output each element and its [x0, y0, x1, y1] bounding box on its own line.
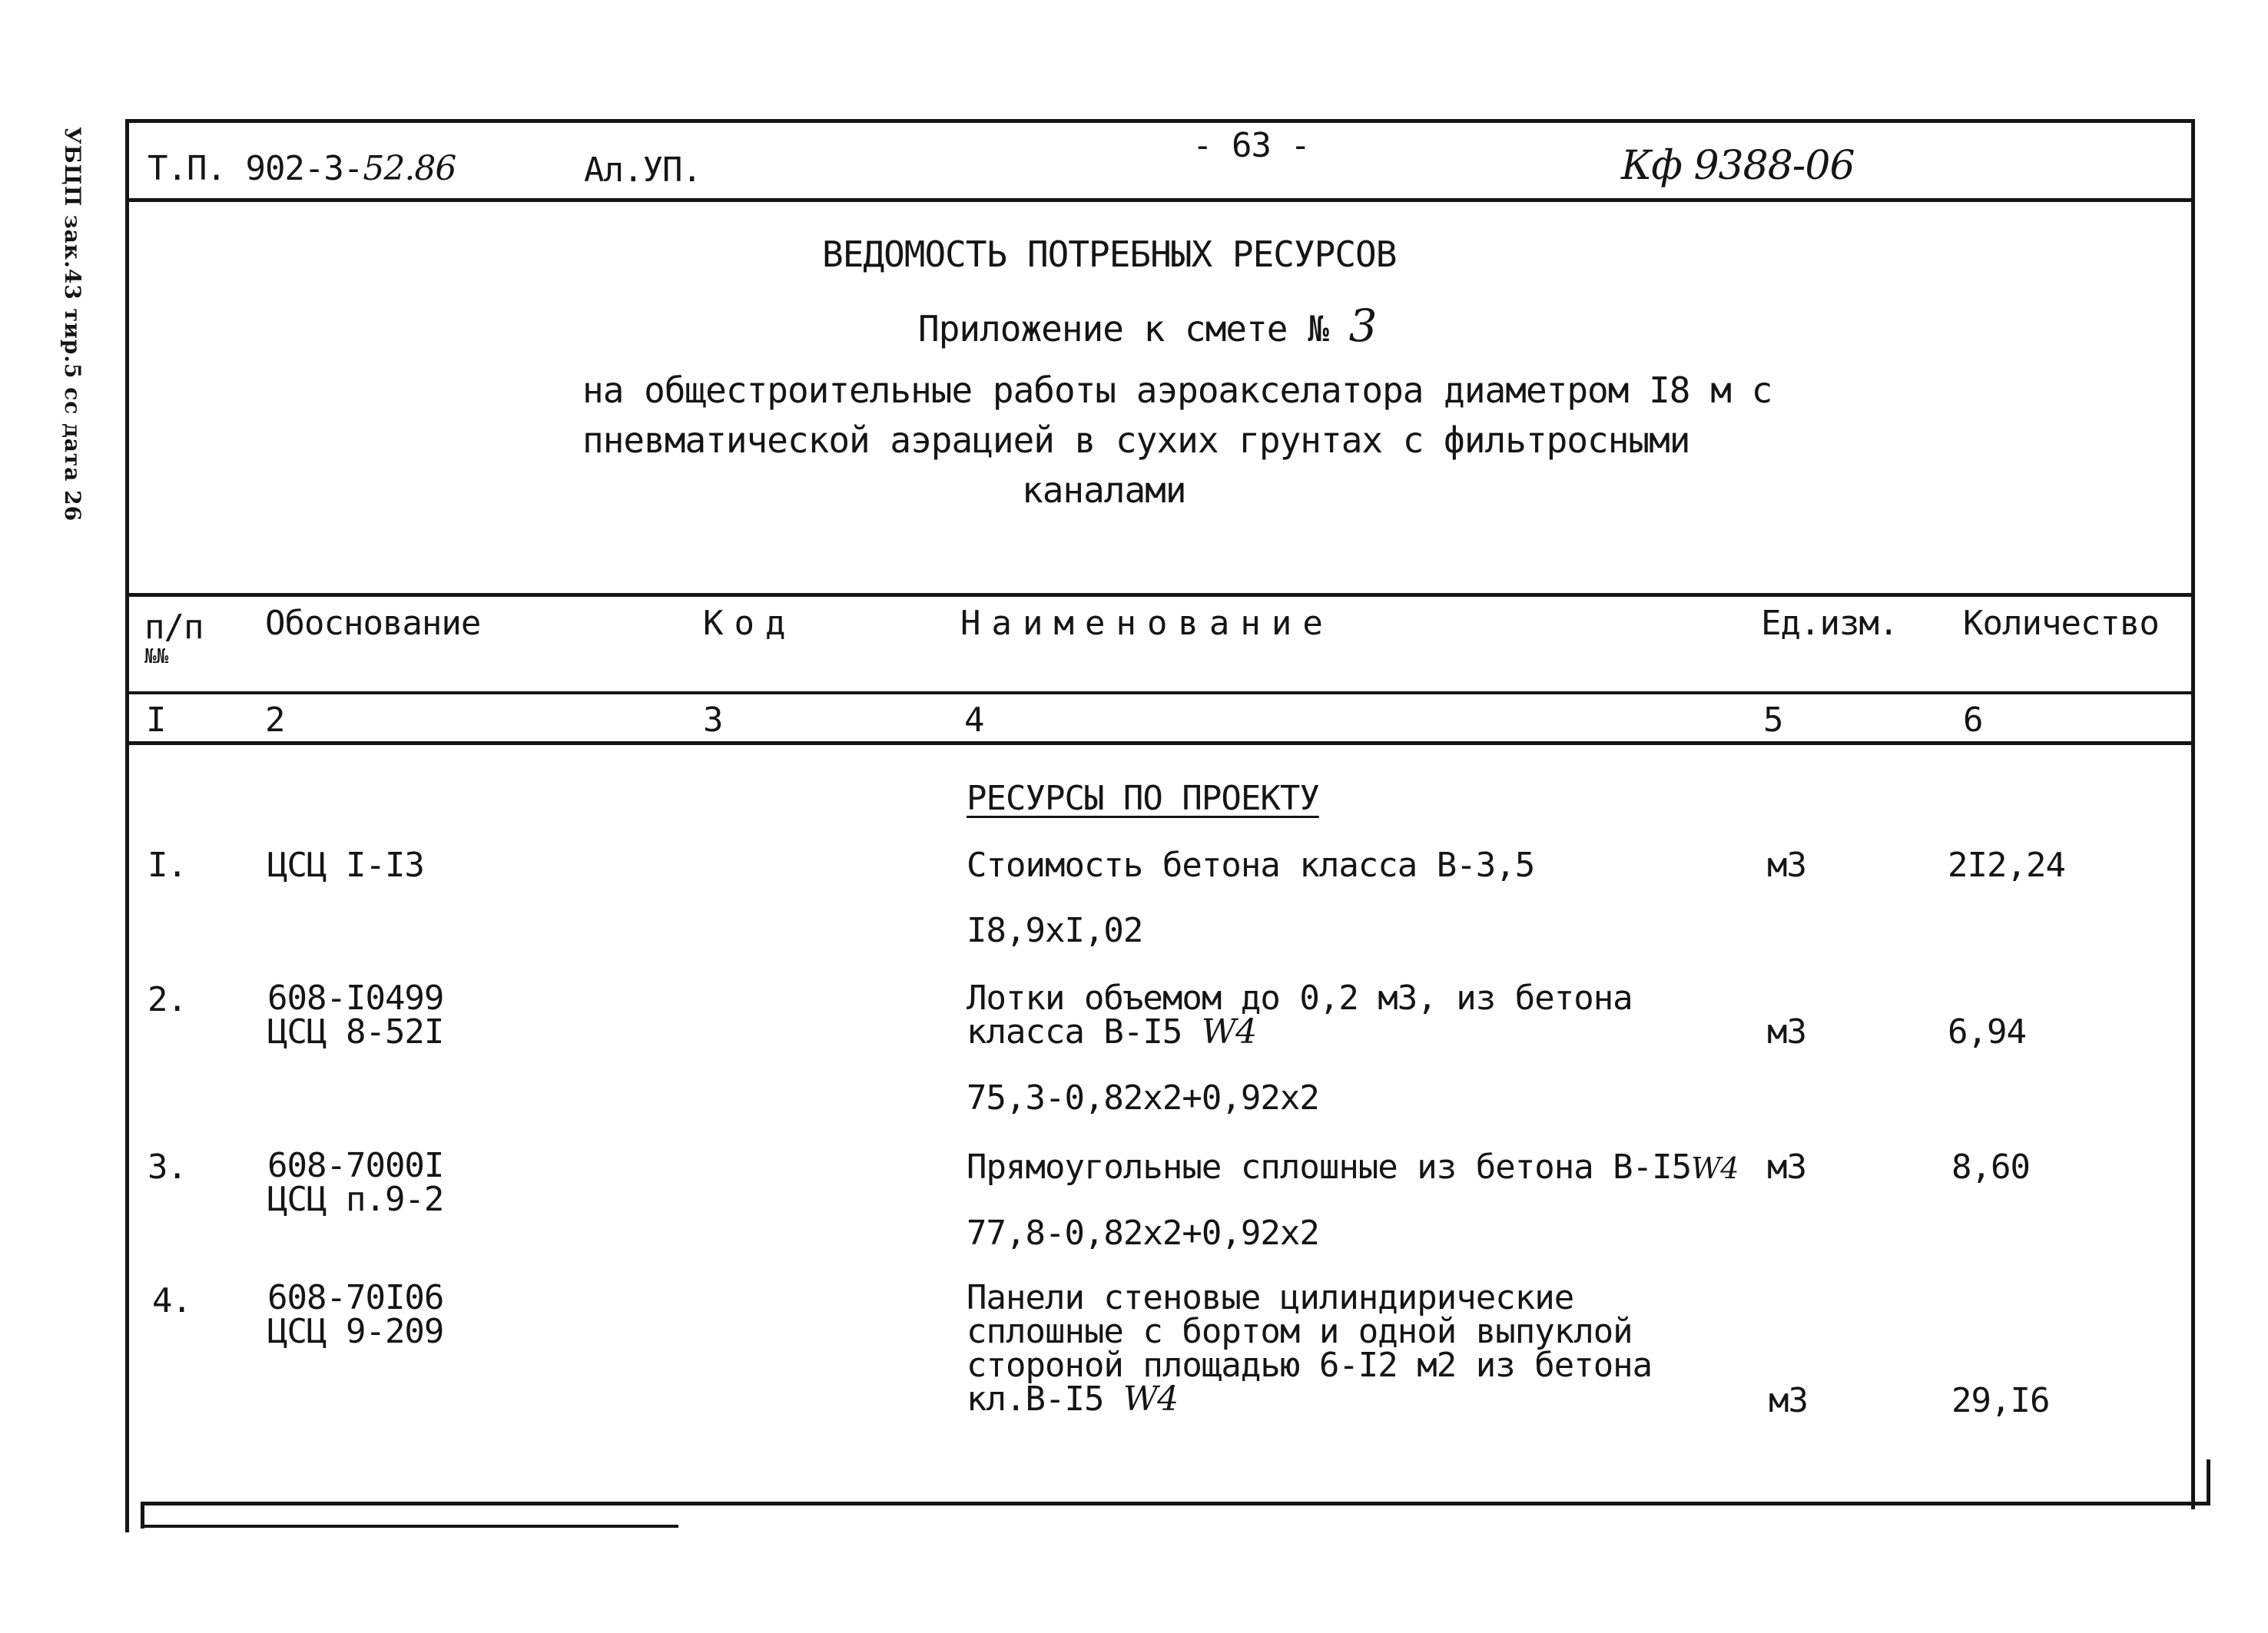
row-2-num: 2. [148, 980, 187, 1019]
row-4-grade-handwritten: W4 [1122, 1380, 1179, 1419]
description-line-3: каналами [1022, 469, 1186, 511]
order-number: Кф 9388-06 [1621, 143, 1855, 189]
row-1-formula: I8,9хI,02 [967, 911, 1143, 950]
row-4-basis-1: 608-70I06 [267, 1278, 444, 1317]
header-basis: Обоснование [265, 604, 481, 643]
header-name: Наименование [960, 604, 1334, 643]
table-colnum-rule [129, 741, 2191, 745]
row-4-unit: м3 [1769, 1381, 1808, 1420]
row-2-unit: м3 [1767, 1012, 1806, 1052]
header-unit: Ед.изм. [1761, 604, 1898, 643]
header-qty: Количество [1963, 604, 2159, 643]
album-label: Ал.УП. [584, 151, 701, 190]
frame-bottom [141, 1502, 2210, 1505]
row-3-grade-handwritten: W4 [1691, 1151, 1739, 1185]
row-4-name-2: сплошные с бортом и одной выпуклой [967, 1312, 1633, 1351]
table-top-rule [129, 593, 2191, 597]
section-title: РЕСУРСЫ ПО ПРОЕКТУ [967, 779, 1319, 818]
colnum-3: 3 [703, 701, 723, 740]
row-4-name-4: кл.В-I5 W4 [967, 1380, 1179, 1419]
header-rule [125, 198, 2195, 202]
row-3-basis-1: 608-7000I [267, 1146, 444, 1185]
row-2-name-2: класса В-I5 W4 [967, 1012, 1257, 1052]
row-3-num: 3. [148, 1148, 187, 1187]
header-code: Код [703, 604, 797, 643]
frame-right-lower [2207, 1459, 2210, 1505]
row-2-basis-1: 608-I0499 [267, 979, 444, 1018]
row-2-grade-handwritten: W4 [1201, 1012, 1257, 1052]
side-stamp: УБЦП зак.43 тир.5 сс дата 26 [60, 127, 85, 522]
doc-code: Т.П. 902-3-52.86 [148, 149, 456, 188]
description-line-1: на общестроительные работы аэроакселатора диаметром I8 м с [582, 369, 1772, 411]
frame-right [2191, 119, 2195, 1509]
description-line-2: пневматической аэрацией в сухих грунтах с фильтросными [582, 419, 1690, 461]
row-4-name-3: стороной площадью 6-I2 м2 из бетона [967, 1346, 1653, 1385]
row-1-qty: 2I2,24 [1948, 846, 2065, 885]
header-num: п/п [144, 608, 204, 647]
row-2-name-1: Лотки объемом до 0,2 м3, из бетона [967, 979, 1633, 1018]
colnum-6: 6 [1963, 701, 1983, 740]
row-4-qty: 29,I6 [1951, 1381, 2050, 1420]
page-number: - 63 - [1192, 126, 1310, 165]
row-4-num: 4. [152, 1281, 191, 1320]
colnum-1: I [146, 701, 166, 740]
row-3-qty: 8,60 [1951, 1148, 2030, 1187]
doc-code-handwritten: 52.86 [363, 149, 456, 188]
colnum-4: 4 [964, 701, 984, 740]
row-4-basis-2: ЦСЦ 9-209 [267, 1312, 444, 1351]
row-2-formula: 75,3-0,82х2+0,92х2 [967, 1078, 1319, 1118]
colnum-2: 2 [265, 701, 285, 740]
table-header-rule [129, 691, 2191, 694]
row-3-formula: 77,8-0,82х2+0,92х2 [967, 1214, 1319, 1253]
row-1-basis: ЦСЦ I-I3 [267, 846, 424, 885]
row-4-name-1: Панели стеновые цилиндирические [967, 1278, 1574, 1317]
statement-title: ВЕДОМОСТЬ ПОТРЕБНЫХ РЕСУРСОВ [822, 234, 1397, 275]
row-1-name: Стоимость бетона класса В-3,5 [967, 846, 1535, 885]
frame-bottom-outer [141, 1525, 678, 1528]
row-2-basis-2: ЦСЦ 8-52I [267, 1012, 444, 1052]
row-1-unit: м3 [1767, 846, 1806, 885]
frame-top [125, 119, 2195, 123]
row-3-basis-2: ЦСЦ п.9-2 [267, 1180, 444, 1219]
frame-left [125, 119, 129, 1532]
row-2-qty: 6,94 [1948, 1012, 2026, 1052]
row-1-num: I. [148, 846, 187, 885]
estimate-number: 3 [1348, 300, 1377, 352]
colnum-5: 5 [1763, 701, 1783, 740]
row-3-name: Прямоугольные сплошные из бетона В-I5W4 [967, 1148, 1739, 1187]
row-3-unit: м3 [1767, 1148, 1806, 1187]
appendix-line: Приложение к смете № 3 [918, 300, 1377, 352]
header-num-sub: №№ [144, 645, 169, 668]
